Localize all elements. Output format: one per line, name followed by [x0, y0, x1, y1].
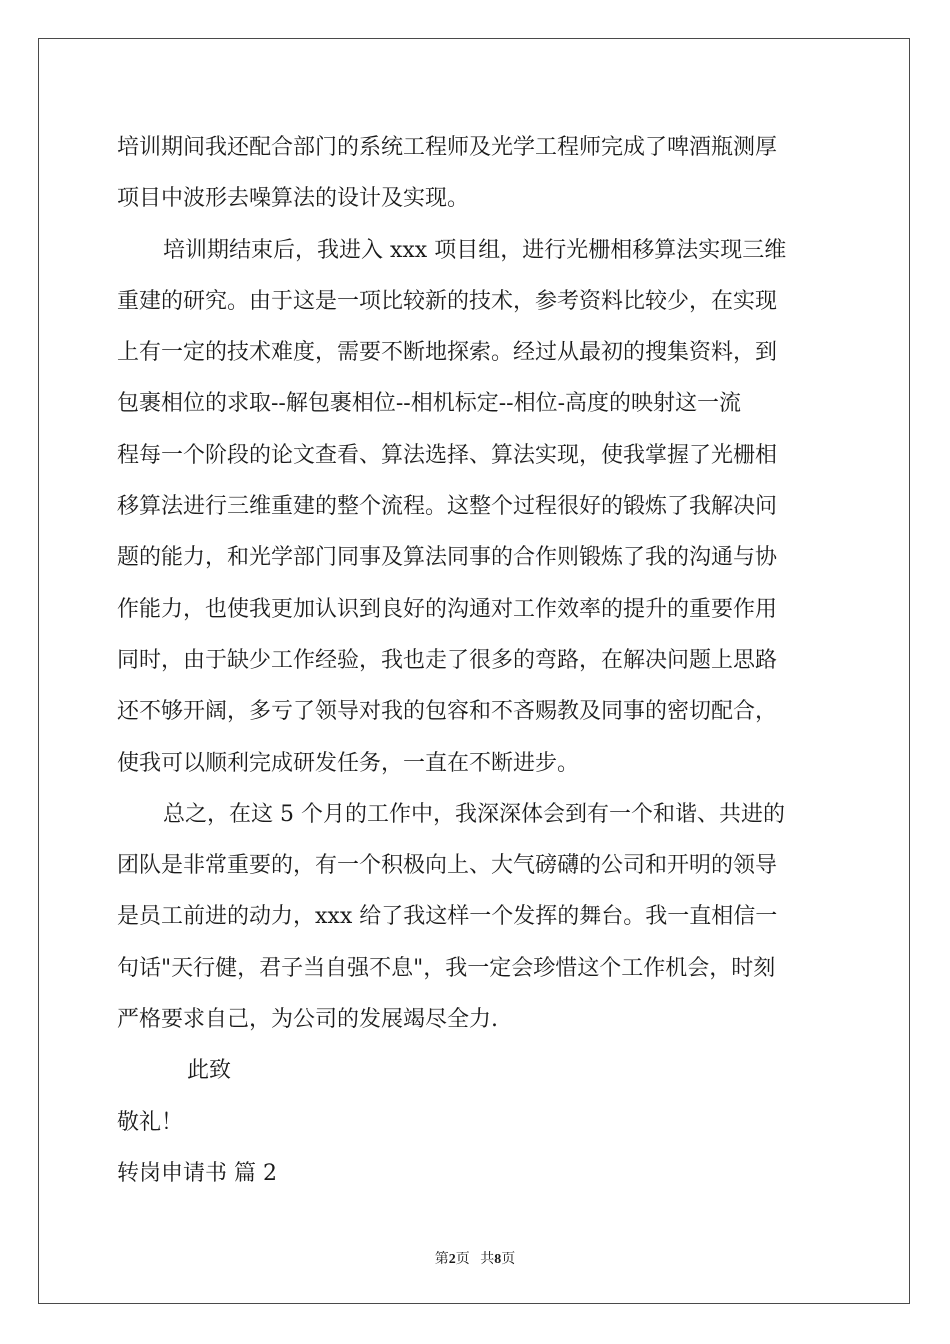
paragraph-line: 使我可以顺利完成研发任务，一直在不断进步。	[117, 750, 580, 776]
paragraph-line: 程每一个阶段的论文查看、算法选择、算法实现，使我掌握了光栅相	[117, 442, 778, 468]
page-footer	[0, 1248, 950, 1268]
total-prefix: 共	[480, 1252, 495, 1267]
closing-phrase: 此致	[187, 1058, 232, 1084]
paragraph-line: 重建的研究。由于这是一项比较新的技术，参考资料比较少，在实现	[117, 288, 778, 314]
total-suffix: 页	[501, 1252, 516, 1267]
page-suffix: 页	[455, 1252, 470, 1267]
document-body	[117, 128, 837, 1205]
page-total: 8	[494, 1252, 502, 1267]
paragraph-line: 作能力，也使我更加认识到良好的沟通对工作效率的提升的重要作用	[117, 596, 778, 622]
paragraph-line: 总之，在这 5 个月的工作中，我深深体会到有一个和谐、共进的	[163, 801, 785, 827]
paragraph-line: 句话"天行健，君子当自强不息"，我一定会珍惜这个工作机会，时刻	[117, 955, 776, 981]
paragraph-line: 同时，由于缺少工作经验，我也走了很多的弯路，在解决问题上思路	[117, 647, 778, 673]
paragraph-line: 是员工前进的动力，xxx 给了我这样一个发挥的舞台。我一直相信一	[117, 904, 778, 930]
page-number: 2	[448, 1252, 456, 1267]
paragraph-line: 培训期结束后，我进入 xxx 项目组，进行光栅相移算法实现三维	[163, 237, 787, 263]
paragraph-line: 包裹相位的求取--解包裹相位--相机标定--相位-高度的映射这一流	[117, 391, 742, 417]
paragraph-line: 严格要求自己，为公司的发展竭尽全力.	[117, 1007, 498, 1033]
paragraph-line: 团队是非常重要的，有一个积极向上、大气磅礴的公司和开明的领导	[117, 853, 778, 879]
paragraph-line: 题的能力，和光学部门同事及算法同事的合作则锻炼了我的沟通与协	[117, 545, 778, 571]
paragraph-line: 项目中波形去噪算法的设计及实现。	[117, 186, 470, 212]
paragraph-line: 上有一定的技术难度，需要不断地探索。经过从最初的搜集资料，到	[117, 340, 778, 366]
paragraph-line: 培训期间我还配合部门的系统工程师及光学工程师完成了啤酒瓶测厚	[117, 135, 778, 160]
page-prefix: 第	[434, 1252, 449, 1267]
salutation: 敬礼！	[117, 1109, 184, 1135]
paragraph-line: 移算法进行三维重建的整个流程。这整个过程很好的锻炼了我解决问	[117, 494, 778, 520]
paragraph-line: 还不够开阔，多亏了领导对我的包容和不吝赐教及同事的密切配合，	[117, 699, 778, 725]
section-heading: 转岗申请书 篇 2	[117, 1160, 277, 1186]
